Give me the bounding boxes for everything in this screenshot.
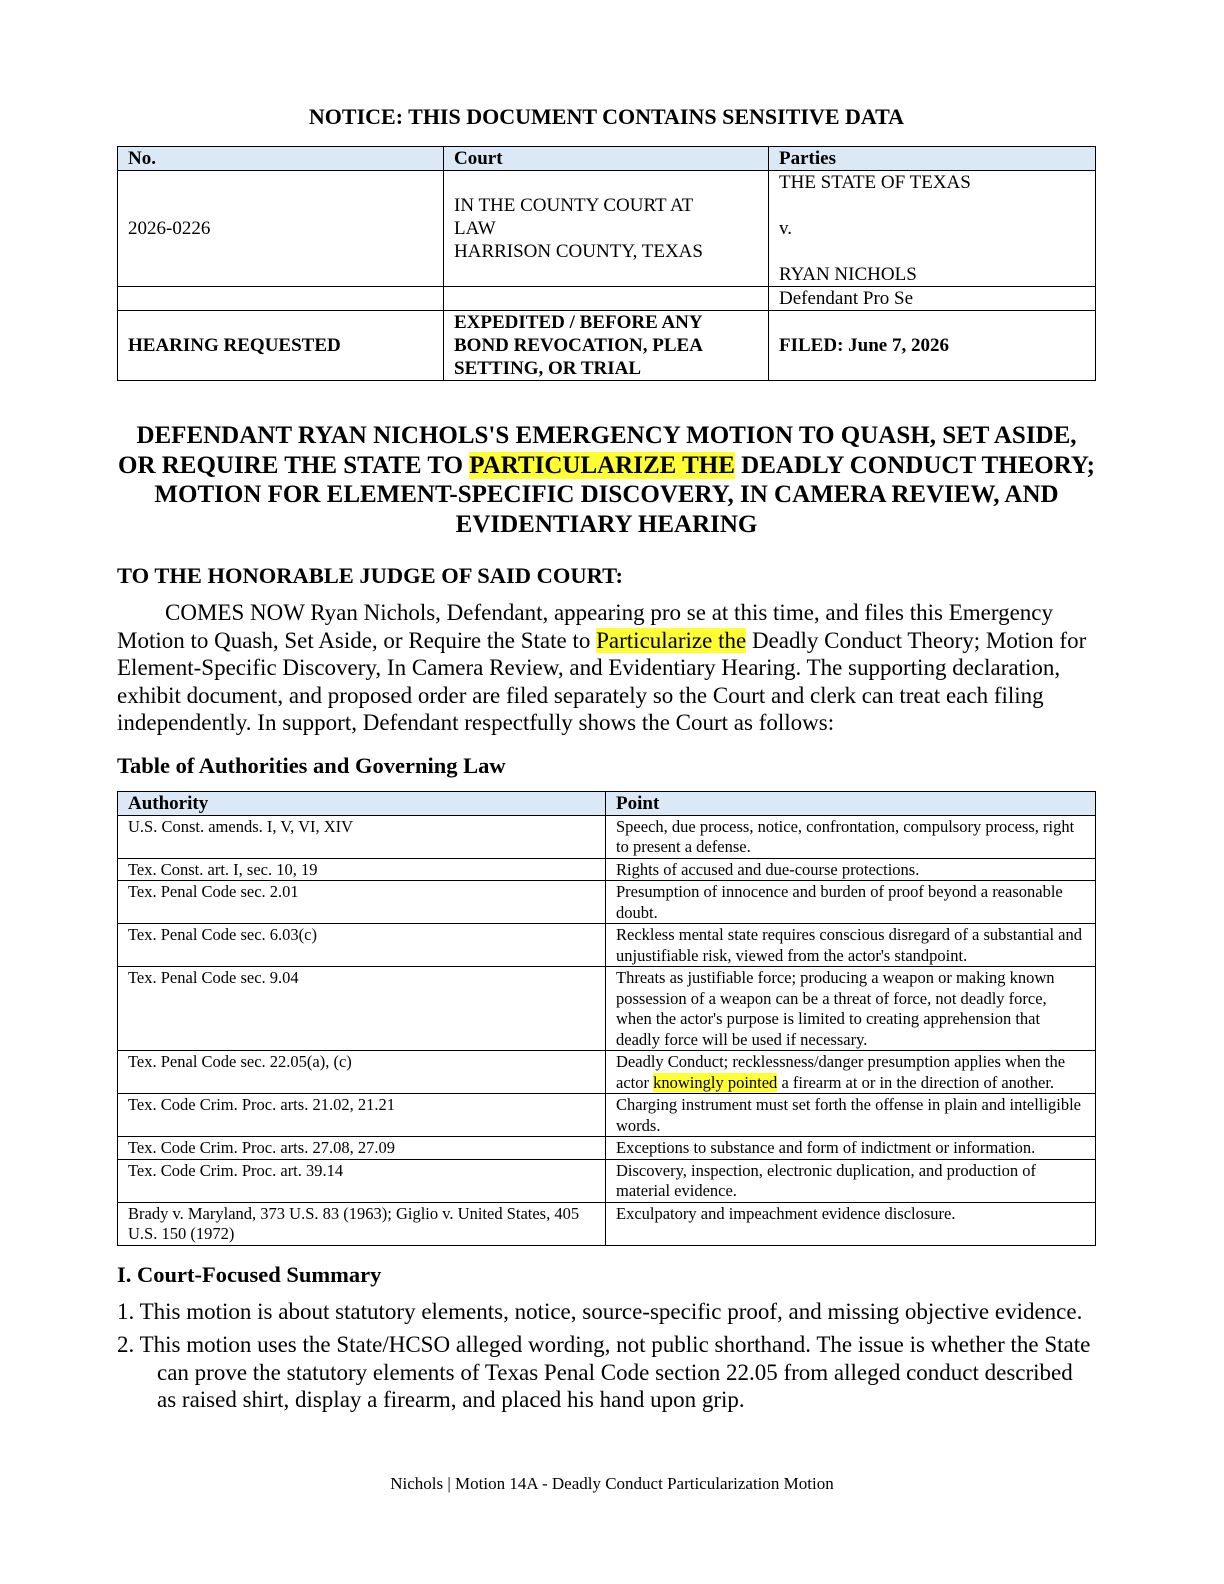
caption-main-row <box>118 171 1096 287</box>
filed-date: FILED: June 7, 2026 <box>769 311 1096 381</box>
table-row <box>118 1202 1096 1245</box>
title-text: DEFENDANT RYAN NICHOLS'S EMERGENCY MOTION TO QUASH, SET ASIDE, OR REQUIRE THE STATE TO <box>118 422 1077 479</box>
authority-cell: Tex. Code Crim. Proc. art. 39.14 <box>118 1159 606 1202</box>
case-caption-table <box>117 146 1096 381</box>
salutation: TO THE HONORABLE JUDGE OF SAID COURT: <box>117 563 623 588</box>
authorities-table <box>117 791 1096 1246</box>
list-item: 2. This motion uses the State/HCSO alleged wording, not public shorthand. The issue is whether the State can prove the statutory elements of Texas Penal Code section 22.05 from alleged conduct described as raised shirt, display a firearm, and placed his hand upon grip. <box>117 1332 1091 1412</box>
sensitive-data-notice: NOTICE: THIS DOCUMENT CONTAINS SENSITIVE DATA <box>308 104 905 129</box>
point-cell: Charging instrument must set forth the offense in plain and intelligible words. <box>606 1094 1096 1137</box>
caption-header-court: Court <box>444 147 769 171</box>
intro-text: COMES NOW Ryan Nichols, Defendant, appearing pro se at this time, and files this Emergency Motion to Quash, Set Aside, or Require the State to <box>117 600 1054 653</box>
case-number: 2026-0226 <box>118 171 444 287</box>
hearing-requested-label: HEARING REQUESTED <box>118 311 444 381</box>
table-row <box>118 881 1096 924</box>
point-cell: Discovery, inspection, electronic duplication, and production of material evidence. <box>606 1159 1096 1202</box>
page-footer: Nichols | Motion 14A - Deadly Conduct Particularization Motion <box>390 1474 834 1493</box>
authority-cell: Tex. Penal Code sec. 6.03(c) <box>118 924 606 967</box>
authorities-heading: Table of Authorities and Governing Law <box>117 752 506 778</box>
court-line: LAW <box>454 218 496 239</box>
hearing-line: EXPEDITED / BEFORE ANY <box>454 312 703 333</box>
point-cell: Presumption of innocence and burden of proof beyond a reasonable doubt. <box>606 881 1096 924</box>
court-name <box>444 171 769 287</box>
spacer <box>779 240 1085 263</box>
summary-heading: I. Court-Focused Summary <box>117 1261 382 1287</box>
point-highlight: knowingly pointed <box>653 1072 778 1092</box>
caption-header-no: No. <box>118 147 444 171</box>
caption-hearing-row <box>118 311 1096 381</box>
point-cell: Threats as justifiable force; producing a weapon or making known possession of a weapon can be a threat of force, not deadly force, when the actor's purpose is limited to creating apprehension that deadly force will be used if necessary. <box>606 967 1096 1051</box>
hearing-line: BOND REVOCATION, PLEA <box>454 335 703 356</box>
versus-text: v. <box>779 218 793 239</box>
title-highlight: PARTICULARIZE THE <box>469 451 735 479</box>
point-cell: Rights of accused and due-course protections. <box>606 858 1096 881</box>
spacer <box>779 194 1085 217</box>
authority-cell: U.S. Const. amends. I, V, VI, XIV <box>118 815 606 858</box>
defendant-role: Defendant Pro Se <box>769 287 1096 311</box>
defendant-party: RYAN NICHOLS <box>779 264 917 285</box>
table-row <box>118 967 1096 1051</box>
authority-cell: Brady v. Maryland, 373 U.S. 83 (1963); Giglio v. United States, 405 U.S. 150 (1972) <box>118 1202 606 1245</box>
summary-list <box>117 1298 1096 1414</box>
point-text: a firearm at or in the direction of another. <box>777 1072 1055 1092</box>
table-row <box>118 924 1096 967</box>
table-row <box>118 1094 1096 1137</box>
point-cell: Exceptions to substance and form of indictment or information. <box>606 1137 1096 1160</box>
motion-title <box>117 421 1096 539</box>
table-row <box>118 1137 1096 1160</box>
hearing-line: SETTING, OR TRIAL <box>454 358 642 379</box>
intro-highlight: Particularize the <box>596 627 747 653</box>
parties <box>769 171 1096 287</box>
authority-cell: Tex. Const. art. I, sec. 10, 19 <box>118 858 606 881</box>
point-cell: Reckless mental state requires conscious disregard of a substantial and unjustifiable risk, viewed from the actor's standpoint. <box>606 924 1096 967</box>
point-text: Deadly Conduct; recklessness/danger presumption applies when the actor <box>616 1052 1066 1092</box>
authorities-header-row <box>118 791 1096 815</box>
intro-text: Deadly Conduct Theory; Motion for Element-Specific Discovery, In Camera Review, and Evidentiary Hearing. The supporting declaration, exhibit document, and proposed order are filed separately so the Court and clerk can treat each filing independently. In support, Defendant respectfully shows the Court as follows: <box>117 627 1087 735</box>
point-cell: Speech, due process, notice, confrontation, compulsory process, right to present a defense. <box>606 815 1096 858</box>
authorities-header-authority: Authority <box>118 791 606 815</box>
list-item: 1. This motion is about statutory elements, notice, source-specific proof, and missing objective evidence. <box>117 1298 1083 1324</box>
court-line: IN THE COUNTY COURT AT <box>454 195 694 216</box>
authority-cell: Tex. Penal Code sec. 2.01 <box>118 881 606 924</box>
authority-cell: Tex. Code Crim. Proc. arts. 27.08, 27.09 <box>118 1137 606 1160</box>
caption-header-parties: Parties <box>769 147 1096 171</box>
hearing-timing <box>444 311 769 381</box>
authority-cell: Tex. Penal Code sec. 22.05(a), (c) <box>118 1051 606 1094</box>
empty-cell <box>118 287 444 311</box>
title-text: DEADLY CONDUCT THEORY; MOTION FOR ELEMENT-SPECIFIC DISCOVERY, IN CAMERA REVIEW, AND EVIDENTIARY HEARING <box>154 451 1095 538</box>
table-row <box>118 858 1096 881</box>
point-cell: Exculpatory and impeachment evidence disclosure. <box>606 1202 1096 1245</box>
intro-paragraph <box>117 599 1096 737</box>
caption-header-row <box>118 147 1096 171</box>
table-row <box>118 1051 1096 1094</box>
empty-cell <box>444 287 769 311</box>
table-row <box>118 1159 1096 1202</box>
point-cell <box>606 1051 1096 1094</box>
table-row <box>118 815 1096 858</box>
authority-cell: Tex. Penal Code sec. 9.04 <box>118 967 606 1051</box>
caption-role-row <box>118 287 1096 311</box>
court-line: HARRISON COUNTY, TEXAS <box>454 241 703 262</box>
authorities-header-point: Point <box>606 791 1096 815</box>
document-page <box>117 100 1096 1420</box>
plaintiff-party: THE STATE OF TEXAS <box>779 172 971 193</box>
authority-cell: Tex. Code Crim. Proc. arts. 21.02, 21.21 <box>118 1094 606 1137</box>
